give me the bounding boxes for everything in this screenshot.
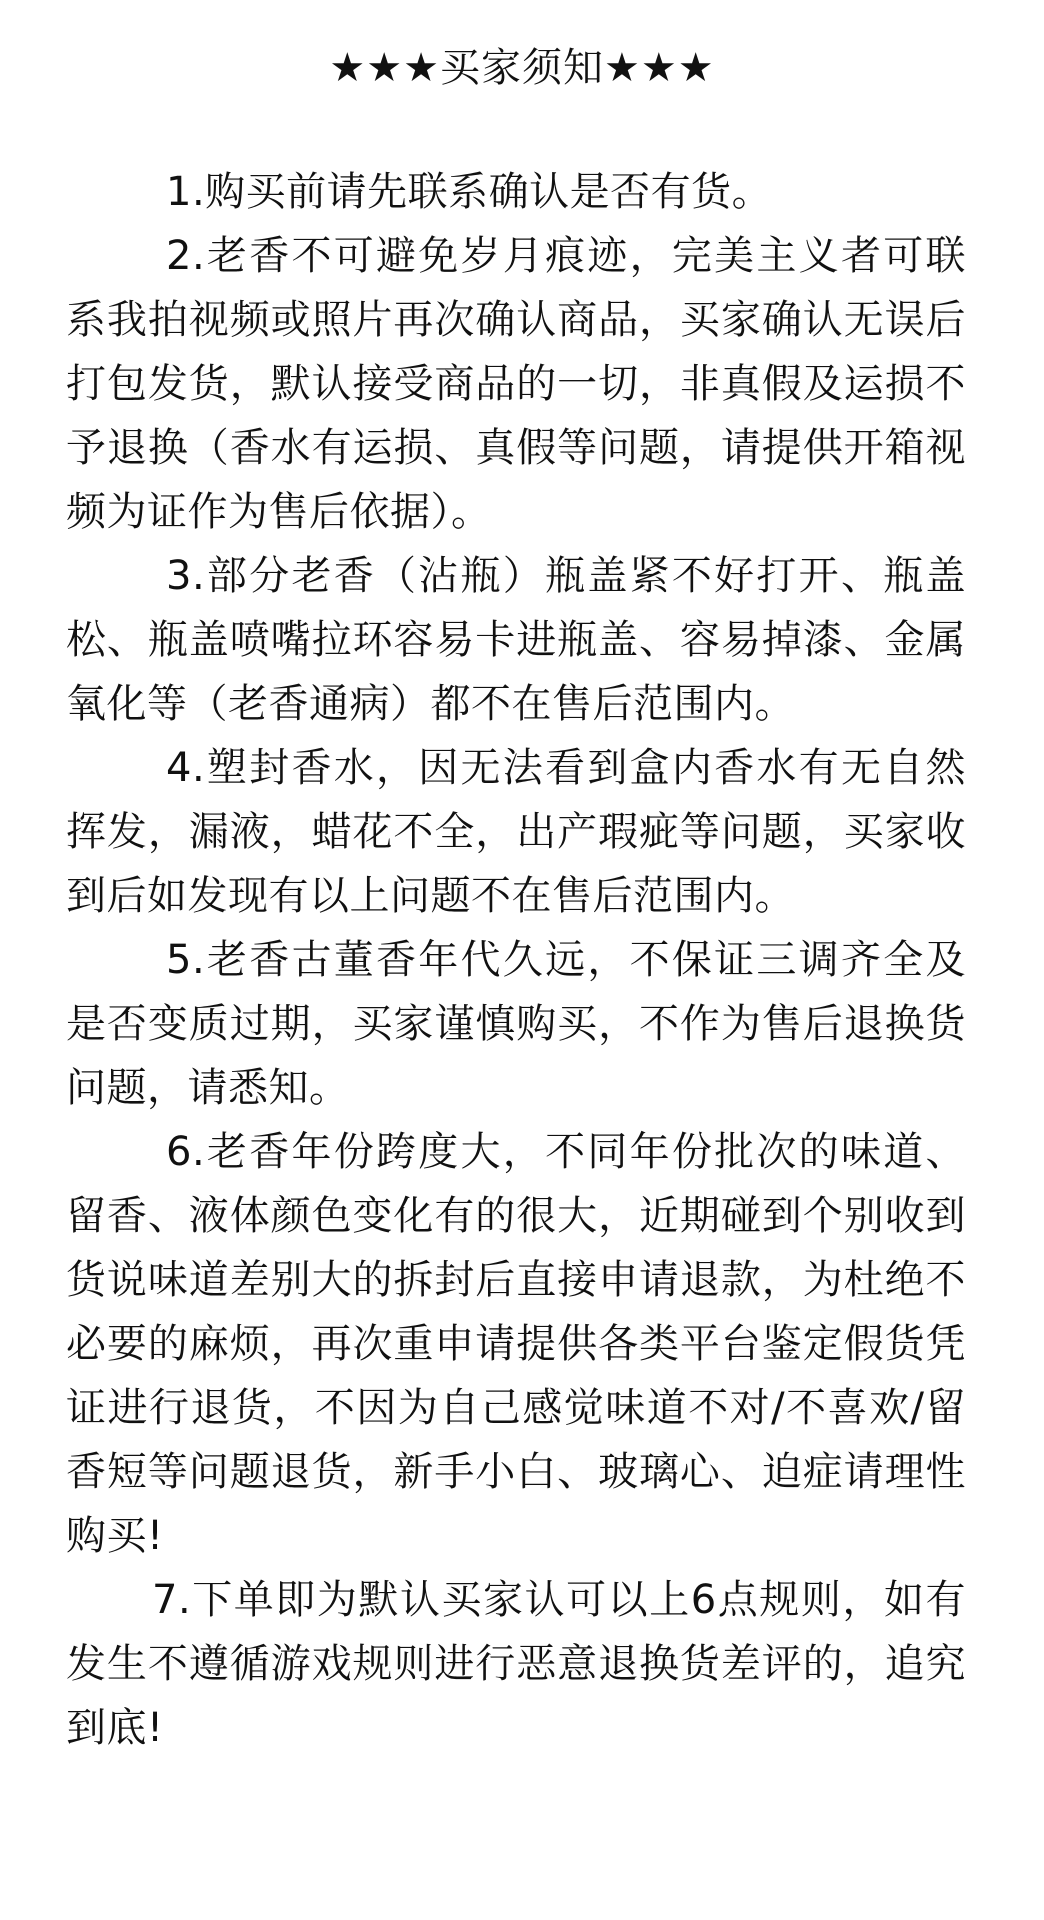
rule-7: 7.下单即为默认买家认可以上6点规则，如有发生不遵循游戏规则进行恶意退换货差评的，追究到底! bbox=[66, 1577, 966, 1751]
rules-list bbox=[66, 160, 966, 1760]
rule-5: 5.老香古董香年代久远，不保证三调齐全及是否变质过期，买家谨慎购买，不作为售后退换货问题，请悉知。 bbox=[66, 937, 966, 1111]
rule-4: 4.塑封香水，因无法看到盒内香水有无自然挥发，漏液，蜡花不全，出产瑕疵等问题，买家收到后如发现有以上问题不在售后范围内。 bbox=[66, 745, 966, 919]
rule-3: 3.部分老香（沾瓶）瓶盖紧不好打开、瓶盖松、瓶盖喷嘴拉环容易卡进瓶盖、容易掉漆、金属氧化等（老香通病）都不在售后范围内。 bbox=[66, 553, 966, 727]
page-title: ★★★买家须知★★★ bbox=[329, 45, 715, 91]
rule-1: 1.购买前请先联系确认是否有货。 bbox=[166, 169, 773, 215]
rule-6: 6.老香年份跨度大，不同年份批次的味道、留香、液体颜色变化有的很大，近期碰到个别收到货说味道差别大的拆封后直接申请退款，为杜绝不必要的麻烦，再次重申请提供各类平台鉴定假货凭证进行退货，不因为自己感觉味道不对/不喜欢/留香短等问题退货，新手小白、玻璃心、迫症请理性购买! bbox=[66, 1129, 966, 1559]
rule-2: 2.老香不可避免岁月痕迹，完美主义者可联系我拍视频或照片再次确认商品，买家确认无误后打包发货，默认接受商品的一切，非真假及运损不予退换（香水有运损、真假等问题，请提供开箱视频为证作为售后依据）。 bbox=[66, 233, 966, 535]
